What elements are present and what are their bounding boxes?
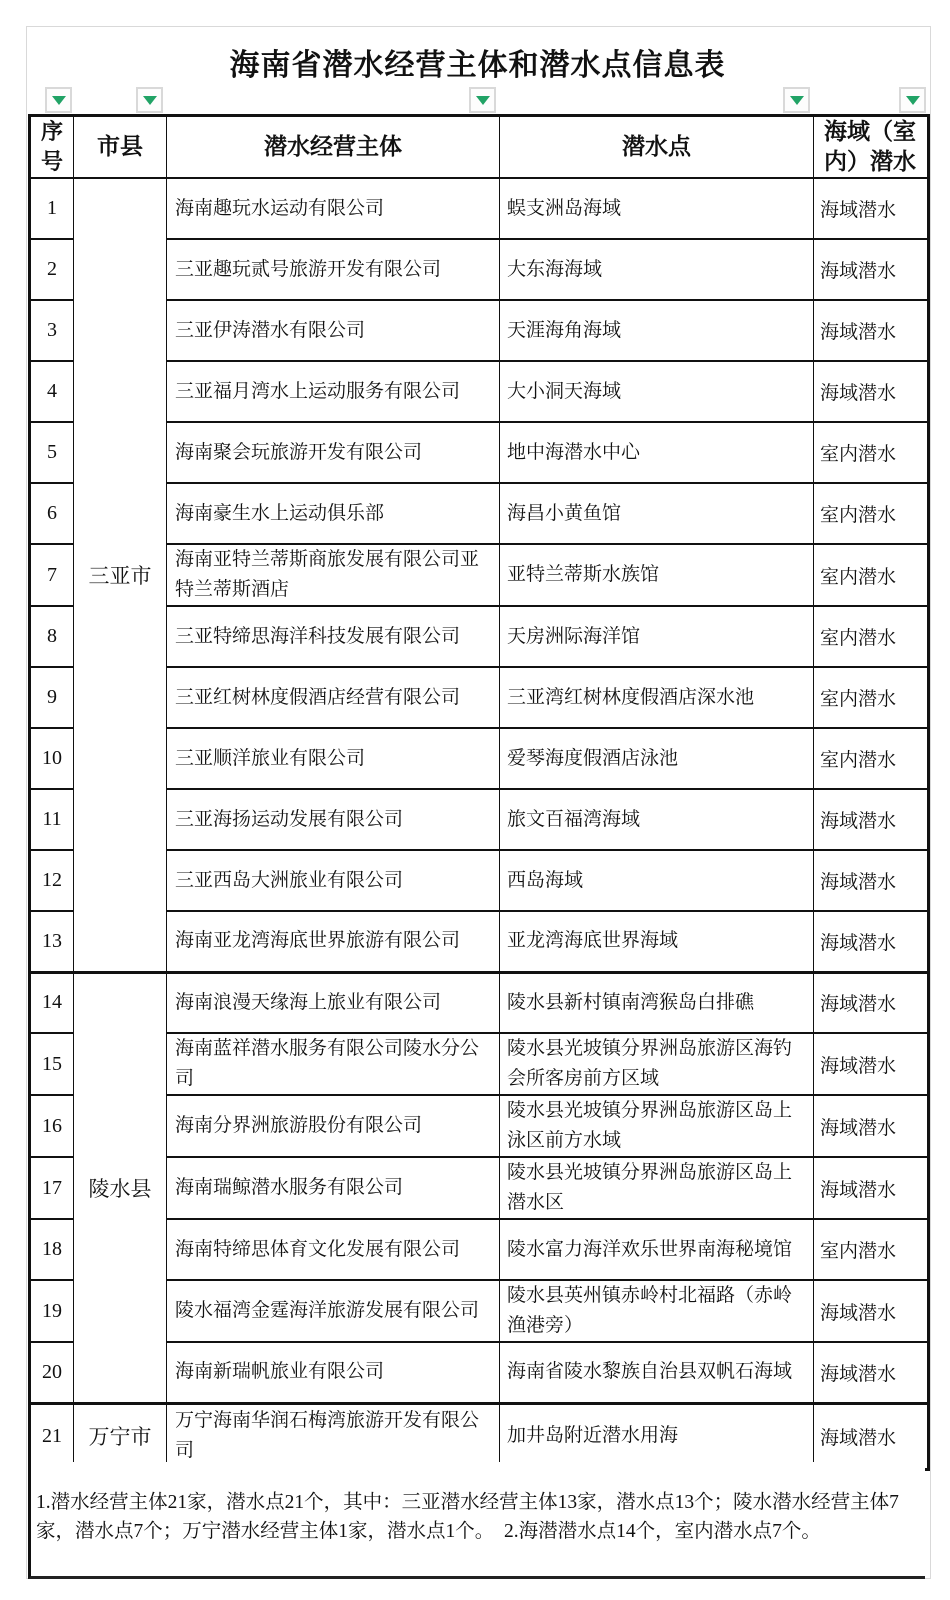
dive-type-cell[interactable]: 室内潜水: [814, 667, 929, 728]
dive-type-cell[interactable]: 海域潜水: [814, 789, 929, 850]
filter-arrow-icon: [52, 96, 66, 105]
header-type[interactable]: 海域（室内）潜水: [814, 116, 929, 179]
operator-cell[interactable]: 海南分界洲旅游股份有限公司: [167, 1095, 500, 1157]
row-index-cell[interactable]: 12: [30, 850, 74, 911]
dive-type-cell[interactable]: 室内潜水: [814, 422, 929, 483]
operator-cell[interactable]: 海南豪生水上运动俱乐部: [167, 483, 500, 544]
operator-cell[interactable]: 海南亚龙湾海底世界旅游有限公司: [167, 911, 500, 972]
dive-site-cell[interactable]: 陵水县新村镇南湾猴岛白排礁: [500, 972, 814, 1033]
dive-type-cell[interactable]: 海域潜水: [814, 850, 929, 911]
dive-type-cell[interactable]: 海域潜水: [814, 972, 929, 1033]
operator-cell[interactable]: 海南亚特兰蒂斯商旅发展有限公司亚特兰蒂斯酒店: [167, 544, 500, 606]
dive-site-cell[interactable]: 亚特兰蒂斯水族馆: [500, 544, 814, 606]
dive-type-cell[interactable]: 海域潜水: [814, 1342, 929, 1403]
row-index-cell[interactable]: 11: [30, 789, 74, 850]
operator-cell[interactable]: 三亚红树林度假酒店经营有限公司: [167, 667, 500, 728]
page-title: 海南省潜水经营主体和潜水点信息表: [229, 49, 726, 82]
dive-site-cell[interactable]: 大东海海域: [500, 239, 814, 300]
dive-site-cell[interactable]: 亚龙湾海底世界海域: [500, 911, 814, 972]
row-index-cell[interactable]: 17: [30, 1157, 74, 1219]
dive-site-cell[interactable]: 爱琴海度假酒店泳池: [500, 728, 814, 789]
dive-site-cell[interactable]: 加井岛附近潜水用海: [500, 1403, 814, 1469]
header-city[interactable]: 市县: [74, 116, 167, 179]
city-cell[interactable]: 三亚市: [74, 178, 167, 972]
dive-site-cell[interactable]: 陵水县光坡镇分界洲岛旅游区岛上潜水区: [500, 1157, 814, 1219]
filter-dropdown-button-col2[interactable]: [136, 87, 163, 113]
row-index-cell[interactable]: 15: [30, 1033, 74, 1095]
row-index-cell[interactable]: 20: [30, 1342, 74, 1403]
dive-type-cell[interactable]: 海域潜水: [814, 1095, 929, 1157]
dive-type-cell[interactable]: 海域潜水: [814, 1280, 929, 1342]
dive-site-cell[interactable]: 天涯海角海域: [500, 300, 814, 361]
operator-cell[interactable]: 三亚福月湾水上运动服务有限公司: [167, 361, 500, 422]
dive-type-cell[interactable]: 海域潜水: [814, 361, 929, 422]
row-index-cell[interactable]: 9: [30, 667, 74, 728]
operator-cell[interactable]: 三亚趣玩贰号旅游开发有限公司: [167, 239, 500, 300]
table-row: [30, 1403, 929, 1469]
dive-site-cell[interactable]: 陵水县光坡镇分界洲岛旅游区海钓会所客房前方区域: [500, 1033, 814, 1095]
header-row: [30, 116, 929, 179]
row-index-cell[interactable]: 13: [30, 911, 74, 972]
dive-site-cell[interactable]: 陵水县英州镇赤岭村北福路（赤岭渔港旁）: [500, 1280, 814, 1342]
dive-site-cell[interactable]: 海南省陵水黎族自治县双帆石海域: [500, 1342, 814, 1403]
row-index-cell[interactable]: 14: [30, 972, 74, 1033]
dive-site-cell[interactable]: 旅文百福湾海域: [500, 789, 814, 850]
dive-type-cell[interactable]: 海域潜水: [814, 1033, 929, 1095]
dive-site-cell[interactable]: 地中海潜水中心: [500, 422, 814, 483]
row-index-cell[interactable]: 6: [30, 483, 74, 544]
dive-site-cell[interactable]: 陵水县光坡镇分界洲岛旅游区岛上泳区前方水域: [500, 1095, 814, 1157]
operator-cell[interactable]: 海南新瑞帆旅业有限公司: [167, 1342, 500, 1403]
dive-type-cell[interactable]: 海域潜水: [814, 911, 929, 972]
dive-site-cell[interactable]: 海昌小黄鱼馆: [500, 483, 814, 544]
table-body: [30, 178, 929, 1469]
filter-arrow-icon: [143, 96, 157, 105]
dive-type-cell[interactable]: 海域潜水: [814, 300, 929, 361]
filter-arrow-icon: [906, 96, 920, 105]
table-header: [30, 116, 929, 179]
dive-type-cell[interactable]: 海域潜水: [814, 1403, 929, 1469]
table-row: [30, 178, 929, 239]
row-index-cell[interactable]: 8: [30, 606, 74, 667]
city-cell[interactable]: 万宁市: [74, 1403, 167, 1469]
header-operator[interactable]: 潜水经营主体: [167, 116, 500, 179]
operator-cell[interactable]: 三亚伊涛潜水有限公司: [167, 300, 500, 361]
filter-dropdown-button-col1[interactable]: [45, 87, 72, 113]
dive-site-cell[interactable]: 蜈支洲岛海域: [500, 178, 814, 239]
dive-site-cell[interactable]: 三亚湾红树林度假酒店深水池: [500, 667, 814, 728]
operator-cell[interactable]: 海南特缔思体育文化发展有限公司: [167, 1219, 500, 1280]
operator-cell[interactable]: 海南浪漫天缘海上旅业有限公司: [167, 972, 500, 1033]
operator-cell[interactable]: 三亚西岛大洲旅业有限公司: [167, 850, 500, 911]
dive-type-cell[interactable]: 室内潜水: [814, 606, 929, 667]
header-index[interactable]: 序号: [30, 116, 74, 179]
diving-info-table: [28, 114, 930, 1471]
dive-site-cell[interactable]: 天房洲际海洋馆: [500, 606, 814, 667]
row-index-cell[interactable]: 3: [30, 300, 74, 361]
dive-type-cell[interactable]: 海域潜水: [814, 178, 929, 239]
row-index-cell[interactable]: 21: [30, 1403, 74, 1469]
operator-cell[interactable]: 海南瑞鲸潜水服务有限公司: [167, 1157, 500, 1219]
row-index-cell[interactable]: 18: [30, 1219, 74, 1280]
operator-cell[interactable]: 海南蓝祥潜水服务有限公司陵水分公司: [167, 1033, 500, 1095]
operator-cell[interactable]: 陵水福湾金霆海洋旅游发展有限公司: [167, 1280, 500, 1342]
dive-type-cell[interactable]: 海域潜水: [814, 239, 929, 300]
row-index-cell[interactable]: 5: [30, 422, 74, 483]
dive-site-cell[interactable]: 大小洞天海域: [500, 361, 814, 422]
row-index-cell[interactable]: 7: [30, 544, 74, 606]
filter-arrow-icon: [476, 96, 490, 105]
dive-site-cell[interactable]: 陵水富力海洋欢乐世界南海秘境馆: [500, 1219, 814, 1280]
header-site[interactable]: 潜水点: [500, 116, 814, 179]
filter-dropdown-button-col4[interactable]: [783, 87, 810, 113]
dive-site-cell[interactable]: 西岛海域: [500, 850, 814, 911]
row-index-cell[interactable]: 2: [30, 239, 74, 300]
operator-cell[interactable]: 万宁海南华润石梅湾旅游开发有限公司: [167, 1403, 500, 1469]
dive-type-cell[interactable]: 室内潜水: [814, 544, 929, 606]
dive-type-cell[interactable]: 室内潜水: [814, 483, 929, 544]
row-index-cell[interactable]: 1: [30, 178, 74, 239]
operator-cell[interactable]: 海南趣玩水运动有限公司: [167, 178, 500, 239]
row-index-cell[interactable]: 4: [30, 361, 74, 422]
filter-dropdown-button-col5[interactable]: [899, 87, 926, 113]
city-cell[interactable]: 陵水县: [74, 972, 167, 1403]
row-index-cell[interactable]: 10: [30, 728, 74, 789]
operator-cell[interactable]: 海南聚会玩旅游开发有限公司: [167, 422, 500, 483]
filter-dropdown-button-col3[interactable]: [469, 87, 496, 113]
row-index-cell[interactable]: 16: [30, 1095, 74, 1157]
row-index-cell[interactable]: 19: [30, 1280, 74, 1342]
operator-cell[interactable]: 三亚特缔思海洋科技发展有限公司: [167, 606, 500, 667]
summary-note: 1.潜水经营主体21家，潜水点21个，其中：三亚潜水经营主体13家，潜水点13个；陵水潜水经营主体7家，潜水点7个；万宁潜水经营主体1家，潜水点1个。 2.海潜潜水点14个，室内潜水点7个。: [28, 1462, 925, 1579]
operator-cell[interactable]: 三亚顺洋旅业有限公司: [167, 728, 500, 789]
dive-type-cell[interactable]: 室内潜水: [814, 728, 929, 789]
table-row: [30, 972, 929, 1033]
dive-type-cell[interactable]: 室内潜水: [814, 1219, 929, 1280]
dive-type-cell[interactable]: 海域潜水: [814, 1157, 929, 1219]
filter-arrow-icon: [790, 96, 804, 105]
operator-cell[interactable]: 三亚海扬运动发展有限公司: [167, 789, 500, 850]
